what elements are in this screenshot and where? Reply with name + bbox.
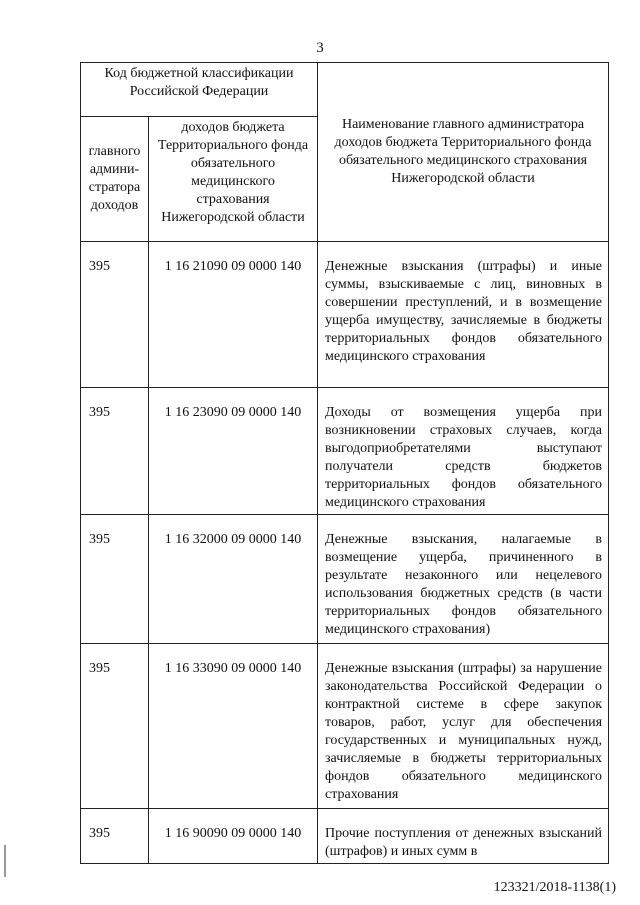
row-description: Денежные взыскания, налагаемые в возмещение ущерба, причиненного в результате незаконного или нецелевого использования бюджетных средств (в части территориальных фондов обязательного медицинского страхования) <box>318 515 609 644</box>
table-row <box>81 644 609 809</box>
row-budget-code: 1 16 90090 09 0000 140 <box>149 809 318 864</box>
row-description: Прочие поступления от денежных взысканий (штрафов) и иных сумм в <box>318 809 609 864</box>
budget-classification-table <box>80 62 609 864</box>
row-description: Денежные взыскания (штрафы) и иные суммы, взыскиваемые с лиц, виновных в совершении преступлений, и в возмещение ущерба имуществу, зачисляемые в бюджеты территориальных фондов обязательного медицинского страхования <box>318 242 609 388</box>
table-row <box>81 242 609 388</box>
header-col-income: доходов бюджета Территориального фонда обязательного медицинского страхования Нижегородской области <box>149 117 318 242</box>
row-description: Денежные взыскания (штрафы) за нарушение законодательства Российской Федерации о контрактной системе в сфере закупок товаров, работ, услуг для обеспечения государственных и муниципальных нужд, зачисляемые в бюджеты территориальных фондов обязательного медицинского страхования <box>318 644 609 809</box>
row-admin-code: 395 <box>81 644 149 809</box>
header-group-label: Код бюджетной классификации Российской Федерации <box>81 63 318 117</box>
row-admin-code: 395 <box>81 388 149 515</box>
table-row <box>81 515 609 644</box>
table-row <box>81 388 609 515</box>
row-budget-code: 1 16 33090 09 0000 140 <box>149 644 318 809</box>
header-col-name: Наименование главного администратора доходов бюджета Территориального фонда обязательного медицинского страхования Нижегородской области <box>318 63 609 242</box>
row-admin-code: 395 <box>81 242 149 388</box>
page-number: 3 <box>316 40 324 56</box>
table-row <box>81 809 609 864</box>
header-row-group <box>81 63 609 117</box>
row-description: Доходы от возмещения ущерба при возникновении страховых случаев, когда выгодоприобретателями выступают получатели средств бюджетов территориальных фондов обязательного медицинского страхования <box>318 388 609 515</box>
row-admin-code: 395 <box>81 809 149 864</box>
document-footer-id: 123321/2018-1138(1) <box>493 880 616 895</box>
scan-margin-mark <box>4 845 6 877</box>
header-col-admin: главного админи-стратора доходов <box>81 117 149 242</box>
row-admin-code: 395 <box>81 515 149 644</box>
row-budget-code: 1 16 23090 09 0000 140 <box>149 388 318 515</box>
row-budget-code: 1 16 32000 09 0000 140 <box>149 515 318 644</box>
row-budget-code: 1 16 21090 09 0000 140 <box>149 242 318 388</box>
